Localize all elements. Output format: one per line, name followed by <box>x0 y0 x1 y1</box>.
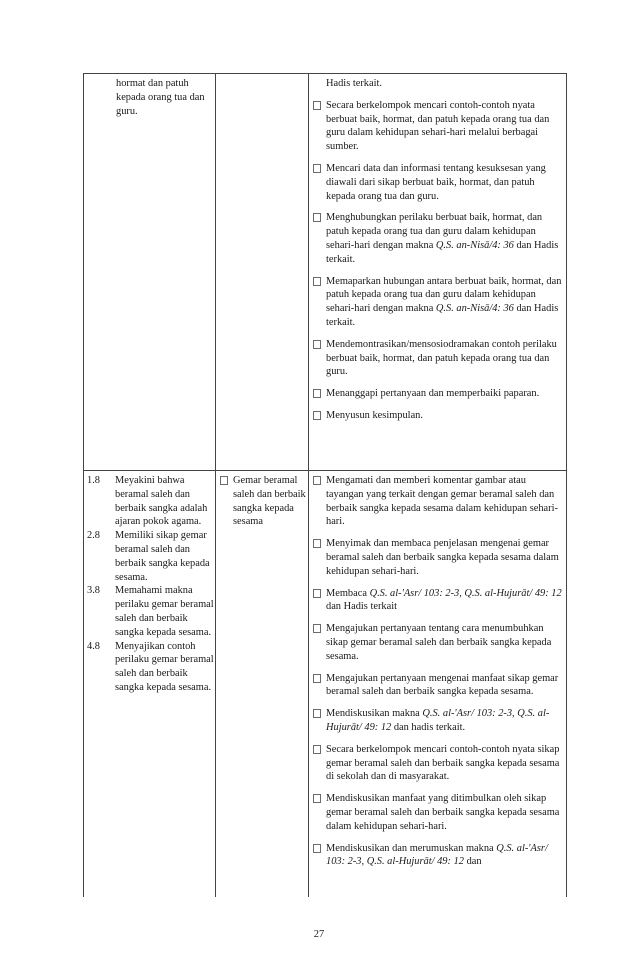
verse-reference: Q.S. an-Nisā/4: 36 <box>435 239 514 251</box>
curriculum-table <box>83 73 567 897</box>
checkbox-bullet-icon <box>313 844 321 853</box>
material-cell <box>216 74 309 471</box>
kd-number: 3.8 <box>87 585 100 597</box>
verse-reference: Q.S. al-'Asr/ 103: 2-3, Q.S. al-Hujurāt/ 49: 12 <box>326 842 548 868</box>
verse-reference: Q.S. al-'Asr/ 103: 2-3, Q.S. al-Hujurāt/ 49: 12 <box>326 708 550 733</box>
checkbox-bullet-icon <box>313 389 321 398</box>
checkbox-bullet-icon <box>313 709 321 718</box>
activity-text: dan <box>463 856 482 868</box>
activity-text: Menyusun kesimpulan. <box>326 409 423 421</box>
activity-text: Mendiskusikan makna <box>326 708 423 720</box>
activity-item <box>312 211 563 266</box>
activity-text: Secara berkelompok mencari contoh-contoh nyata berbuat baik, hormat, dan patuh kepada orang tua dan guru dalam kehidupan sehari-hari melalui berbagai sumber. <box>326 99 550 153</box>
material-cell <box>216 471 309 898</box>
table-row <box>84 74 567 471</box>
material-item <box>216 471 308 529</box>
kd-text: Meyakini bahwa beramal saleh dan berbaik sangka adalah ajaran pokok agama. <box>115 475 208 528</box>
activity-item <box>312 99 563 154</box>
checkbox-bullet-icon <box>313 213 321 222</box>
checkbox-bullet-icon <box>220 476 228 485</box>
checkbox-bullet-icon <box>313 164 321 173</box>
activity-item <box>312 537 563 578</box>
activity-item <box>312 792 563 833</box>
activity-item <box>312 672 563 700</box>
activity-text: Menghubungkan perilaku berbuat baik, hormat, dan patuh kepada orang tua dan guru dalam kehidupan sehari-hari dengan makna <box>326 212 543 251</box>
checkbox-bullet-icon <box>313 476 321 485</box>
activity-item <box>312 622 563 663</box>
competency-continuation: hormat dan patuh kepada orang tua dan guru. <box>116 78 205 117</box>
kd-item <box>87 474 215 529</box>
activity-text: Mendemontrasikan/mensosiodramakan contoh perilaku berbuat baik, hormat, dan patuh kepada orang tua dan guru. <box>326 338 557 378</box>
kd-text: Menyajikan contoh perilaku gemar beramal saleh dan berbaik sangka kepada sesama. <box>115 640 214 693</box>
kd-item <box>87 529 215 584</box>
kd-text: Memahami makna perilaku gemar beramal saleh dan berbaik sangka kepada sesama. <box>115 585 214 638</box>
activity-text: Mengajukan pertanyaan tentang cara menumbuhkan sikap gemar beramal saleh dan berbaik sangka kepada sesama. <box>326 623 552 662</box>
activity-item <box>312 338 563 379</box>
activity-list <box>309 471 566 869</box>
activity-text: Mencari data dan informasi tentang kesuksesan yang diawali dari sikap berbuat baik, hormat, dan patuh kepada orang tua dan guru. <box>326 162 546 202</box>
kd-number: 1.8 <box>87 475 100 486</box>
activity-text: dan Hadis terkait. <box>326 303 559 328</box>
activity-item <box>312 842 563 870</box>
activity-item <box>312 275 563 330</box>
kd-text: Memiliki sikap gemar beramal saleh dan berbaik sangka kepada sesama. <box>115 530 210 583</box>
table-row <box>84 471 567 898</box>
checkbox-bullet-icon <box>313 539 321 548</box>
activity-text: dan Hadis terkait. <box>326 239 559 265</box>
kd-item <box>87 584 215 639</box>
activity-text: dan hadis terkait. <box>391 721 466 733</box>
checkbox-bullet-icon <box>313 674 321 683</box>
activity-item <box>312 387 563 401</box>
activity-cell <box>309 74 567 471</box>
activity-text: Secara berkelompok mencari contoh-contoh nyata sikap gemar beramal saleh dan berbaik sangka kepada sesama di sekolah dan di masyarakat. <box>326 743 560 783</box>
activity-text: Menanggapi pertanyaan dan memperbaiki paparan. <box>326 388 540 400</box>
activity-item <box>312 162 563 203</box>
competency-cell <box>84 74 216 471</box>
checkbox-bullet-icon <box>313 589 321 598</box>
activity-cell <box>309 471 567 898</box>
activity-item <box>312 587 563 615</box>
checkbox-bullet-icon <box>313 745 321 754</box>
activity-item <box>312 707 563 735</box>
activity-text: Mendiskusikan manfaat yang ditimbulkan oleh sikap gemar beramal saleh dan berbaik sangka kepada sesama dalam kehidupan sehari-hari. <box>326 793 560 832</box>
kd-item <box>87 640 215 695</box>
activity-text: Mendiskusikan dan merumuskan makna <box>326 842 497 854</box>
verse-reference: Q.S. an-Nisā/4: 36 <box>435 303 514 315</box>
checkbox-bullet-icon <box>313 277 321 286</box>
kd-list <box>84 471 215 695</box>
kd-number: 4.8 <box>87 640 100 652</box>
kd-number: 2.8 <box>87 530 100 542</box>
activity-text: Mengamati dan memberi komentar gambar atau tayangan yang terkait dengan gemar beramal saleh dan berbaik sangka kepada sesama dalam kehidupan sehari-hari. <box>326 475 558 528</box>
checkbox-bullet-icon <box>313 624 321 633</box>
activity-continuation: Hadis terkait. <box>326 78 382 89</box>
material-text: Gemar beramal saleh dan berbaik sangka kepada sesama <box>233 475 306 528</box>
activity-text: dan Hadis terkait <box>326 601 397 613</box>
activity-list <box>309 74 566 423</box>
competency-cell <box>84 471 216 898</box>
activity-item <box>312 474 563 529</box>
activity-text: Memaparkan hubungan antara berbuat baik, hormat, dan patuh kepada orang tua dan guru dalam kehidupan sehari-hari dengan makna <box>326 275 562 315</box>
checkbox-bullet-icon <box>313 101 321 110</box>
activity-text: Membaca <box>326 587 370 599</box>
checkbox-bullet-icon <box>313 794 321 803</box>
activity-item <box>312 743 563 784</box>
verse-reference: Q.S. al-'Asr/ 103: 2-3, Q.S. al-Hujurāt/ 49: 12 <box>369 587 562 599</box>
activity-text: Mengajukan pertanyaan mengenai manfaat sikap gemar beramal saleh dan berbaik sangka kepada sesama. <box>326 672 559 698</box>
page-number: 27 <box>313 929 325 940</box>
checkbox-bullet-icon <box>313 411 321 420</box>
activity-text: Menyimak dan membaca penjelasan mengenai gemar beramal saleh dan berbaik sangka kepada sesama dalam kehidupan sehari-hari. <box>326 538 559 577</box>
activity-item <box>312 409 563 423</box>
checkbox-bullet-icon <box>313 340 321 349</box>
